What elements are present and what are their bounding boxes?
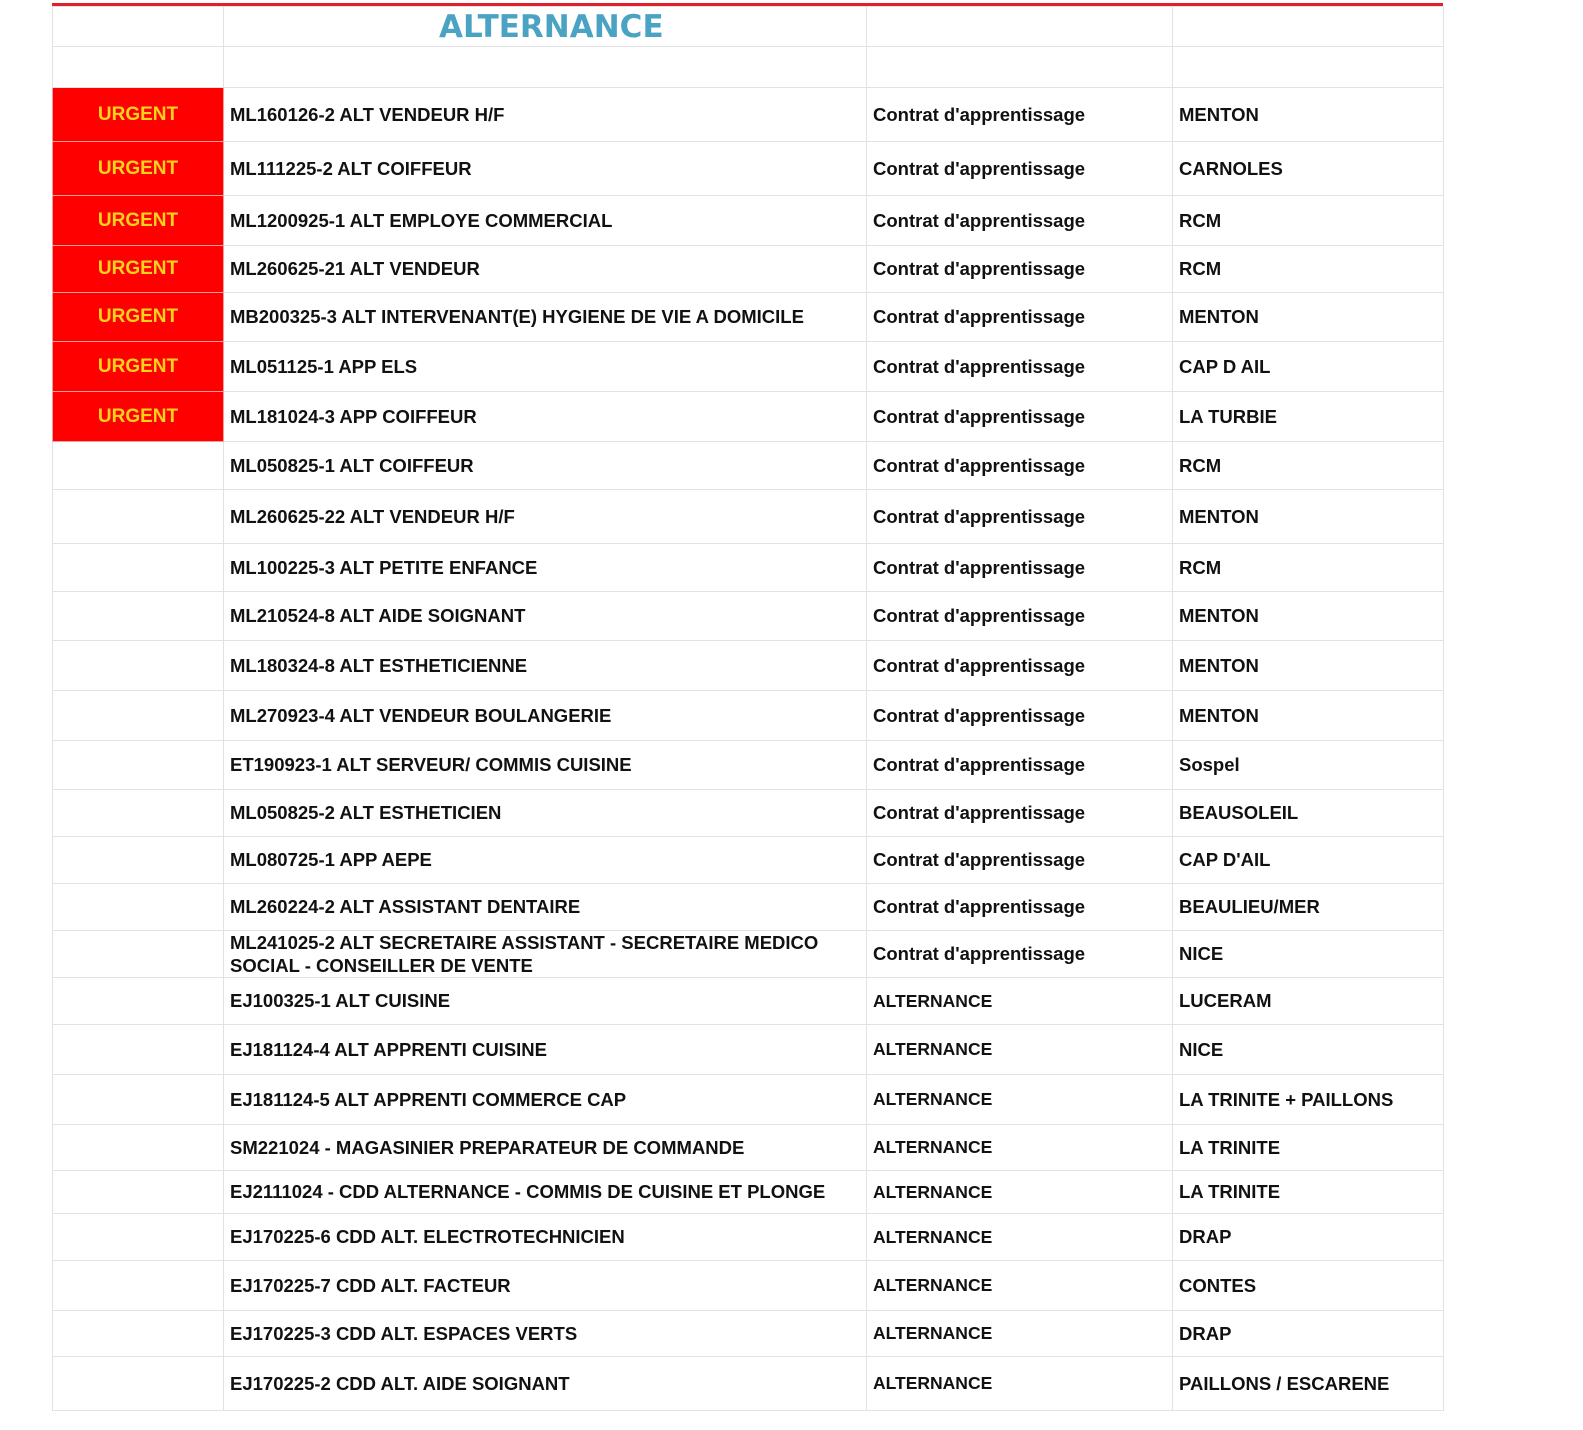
urgent-badge xyxy=(53,1125,224,1171)
location: RCM xyxy=(1173,246,1444,293)
offer-title: ML050825-1 ALT COIFFEUR xyxy=(224,442,867,490)
offer-title: EJ100325-1 ALT CUISINE xyxy=(224,978,867,1025)
offer-title: ML111225-2 ALT COIFFEUR xyxy=(224,142,867,196)
offer-title: ML241025-2 ALT SECRETAIRE ASSISTANT - SECRETAIRE MEDICO SOCIAL - CONSEILLER DE VENTE xyxy=(224,931,867,978)
offer-title: EJ2111024 - CDD ALTERNANCE - COMMIS DE CUISINE ET PLONGE xyxy=(224,1171,867,1214)
urgent-badge: URGENT xyxy=(53,88,224,142)
contract-type: Contrat d'apprentissage xyxy=(867,392,1173,442)
location: MENTON xyxy=(1173,691,1444,741)
table-row xyxy=(53,342,1444,392)
table-row xyxy=(53,1261,1444,1311)
contract-type: ALTERNANCE xyxy=(867,1261,1173,1311)
offer-title: ML260224-2 ALT ASSISTANT DENTAIRE xyxy=(224,884,867,931)
contract-type: Contrat d'apprentissage xyxy=(867,196,1173,246)
contract-type: ALTERNANCE xyxy=(867,1214,1173,1261)
urgent-badge xyxy=(53,1357,224,1411)
contract-type: ALTERNANCE xyxy=(867,1025,1173,1075)
location: BEAULIEU/MER xyxy=(1173,884,1444,931)
offer-title: ML180324-8 ALT ESTHETICIENNE xyxy=(224,641,867,691)
offer-title: ML210524-8 ALT AIDE SOIGNANT xyxy=(224,592,867,641)
offer-title: EJ170225-3 CDD ALT. ESPACES VERTS xyxy=(224,1311,867,1357)
urgent-badge: URGENT xyxy=(53,196,224,246)
urgent-badge xyxy=(53,1261,224,1311)
table-row xyxy=(53,544,1444,592)
urgent-badge xyxy=(53,978,224,1025)
table-row xyxy=(53,293,1444,342)
table-row xyxy=(53,1171,1444,1214)
urgent-badge xyxy=(53,837,224,884)
location: MENTON xyxy=(1173,293,1444,342)
offer-title: ML1200925-1 ALT EMPLOYE COMMERCIAL xyxy=(224,196,867,246)
offer-title: ET190923-1 ALT SERVEUR/ COMMIS CUISINE xyxy=(224,741,867,790)
offer-title: EJ181124-5 ALT APPRENTI COMMERCE CAP xyxy=(224,1075,867,1125)
table-row xyxy=(53,142,1444,196)
offer-title: EJ181124-4 ALT APPRENTI CUISINE xyxy=(224,1025,867,1075)
urgent-badge: URGENT xyxy=(53,342,224,392)
urgent-badge xyxy=(53,544,224,592)
job-offers-table xyxy=(52,6,1444,1411)
offer-title: SM221024 - MAGASINIER PREPARATEUR DE COMMANDE xyxy=(224,1125,867,1171)
sheet-title: ALTERNANCE xyxy=(224,7,867,47)
table-row xyxy=(53,1214,1444,1261)
contract-type: Contrat d'apprentissage xyxy=(867,884,1173,931)
contract-type: ALTERNANCE xyxy=(867,1311,1173,1357)
contract-type: ALTERNANCE xyxy=(867,1357,1173,1411)
urgent-badge: URGENT xyxy=(53,246,224,293)
offer-title: ML051125-1 APP ELS xyxy=(224,342,867,392)
contract-type: Contrat d'apprentissage xyxy=(867,342,1173,392)
location: CAP D'AIL xyxy=(1173,837,1444,884)
table-row xyxy=(53,790,1444,837)
table-row xyxy=(53,442,1444,490)
location: RCM xyxy=(1173,196,1444,246)
location: PAILLONS / ESCARENE xyxy=(1173,1357,1444,1411)
offer-title: ML181024-3 APP COIFFEUR xyxy=(224,392,867,442)
contract-type: Contrat d'apprentissage xyxy=(867,490,1173,544)
urgent-badge xyxy=(53,1075,224,1125)
contract-type: Contrat d'apprentissage xyxy=(867,691,1173,741)
location: LA TRINITE + PAILLONS xyxy=(1173,1075,1444,1125)
urgent-badge xyxy=(53,490,224,544)
contract-type: ALTERNANCE xyxy=(867,978,1173,1025)
contract-type: ALTERNANCE xyxy=(867,1171,1173,1214)
table-row xyxy=(53,641,1444,691)
contract-type: ALTERNANCE xyxy=(867,1075,1173,1125)
urgent-badge: URGENT xyxy=(53,142,224,196)
offer-title: ML080725-1 APP AEPE xyxy=(224,837,867,884)
location: DRAP xyxy=(1173,1311,1444,1357)
table-row xyxy=(53,196,1444,246)
table-row xyxy=(53,88,1444,142)
offer-title: ML160126-2 ALT VENDEUR H/F xyxy=(224,88,867,142)
contract-type: Contrat d'apprentissage xyxy=(867,544,1173,592)
table-row xyxy=(53,1357,1444,1411)
table-row xyxy=(53,1125,1444,1171)
table-row xyxy=(53,1025,1444,1075)
contract-type: Contrat d'apprentissage xyxy=(867,88,1173,142)
urgent-badge xyxy=(53,442,224,490)
location: LUCERAM xyxy=(1173,978,1444,1025)
location: RCM xyxy=(1173,544,1444,592)
table-row xyxy=(53,392,1444,442)
location: NICE xyxy=(1173,1025,1444,1075)
table-row xyxy=(53,837,1444,884)
table-row xyxy=(53,1311,1444,1357)
offer-title: EJ170225-6 CDD ALT. ELECTROTECHNICIEN xyxy=(224,1214,867,1261)
offer-title: ML050825-2 ALT ESTHETICIEN xyxy=(224,790,867,837)
location: Sospel xyxy=(1173,741,1444,790)
table-row xyxy=(53,246,1444,293)
contract-type: Contrat d'apprentissage xyxy=(867,641,1173,691)
contract-type: Contrat d'apprentissage xyxy=(867,592,1173,641)
location: CONTES xyxy=(1173,1261,1444,1311)
location: MENTON xyxy=(1173,592,1444,641)
urgent-badge: URGENT xyxy=(53,392,224,442)
contract-type: ALTERNANCE xyxy=(867,1125,1173,1171)
urgent-badge xyxy=(53,931,224,978)
location: CAP D AIL xyxy=(1173,342,1444,392)
offer-title: EJ170225-7 CDD ALT. FACTEUR xyxy=(224,1261,867,1311)
contract-type: Contrat d'apprentissage xyxy=(867,442,1173,490)
table-row xyxy=(53,490,1444,544)
urgent-badge: URGENT xyxy=(53,293,224,342)
contract-type: Contrat d'apprentissage xyxy=(867,931,1173,978)
location: MENTON xyxy=(1173,88,1444,142)
location: LA TURBIE xyxy=(1173,392,1444,442)
table-row xyxy=(53,978,1444,1025)
table-row xyxy=(53,691,1444,741)
urgent-badge xyxy=(53,592,224,641)
contract-type: Contrat d'apprentissage xyxy=(867,741,1173,790)
urgent-badge xyxy=(53,1214,224,1261)
urgent-badge xyxy=(53,790,224,837)
urgent-badge xyxy=(53,1171,224,1214)
offer-title: ML260625-22 ALT VENDEUR H/F xyxy=(224,490,867,544)
contract-type: Contrat d'apprentissage xyxy=(867,142,1173,196)
contract-type: Contrat d'apprentissage xyxy=(867,246,1173,293)
urgent-badge xyxy=(53,1311,224,1357)
offer-title: ML260625-21 ALT VENDEUR xyxy=(224,246,867,293)
location: LA TRINITE xyxy=(1173,1125,1444,1171)
location: BEAUSOLEIL xyxy=(1173,790,1444,837)
table-row xyxy=(53,592,1444,641)
offer-title: ML270923-4 ALT VENDEUR BOULANGERIE xyxy=(224,691,867,741)
urgent-badge xyxy=(53,691,224,741)
table-row xyxy=(53,884,1444,931)
table-row xyxy=(53,741,1444,790)
title-row xyxy=(53,7,1444,47)
location: MENTON xyxy=(1173,641,1444,691)
location: CARNOLES xyxy=(1173,142,1444,196)
table-row xyxy=(53,931,1444,978)
contract-type: Contrat d'apprentissage xyxy=(867,790,1173,837)
urgent-badge xyxy=(53,641,224,691)
offer-title: EJ170225-2 CDD ALT. AIDE SOIGNANT xyxy=(224,1357,867,1411)
location: RCM xyxy=(1173,442,1444,490)
table-row xyxy=(53,1075,1444,1125)
urgent-badge xyxy=(53,884,224,931)
location: DRAP xyxy=(1173,1214,1444,1261)
offer-title: ML100225-3 ALT PETITE ENFANCE xyxy=(224,544,867,592)
offer-title: MB200325-3 ALT INTERVENANT(E) HYGIENE DE VIE A DOMICILE xyxy=(224,293,867,342)
urgent-badge xyxy=(53,741,224,790)
location: MENTON xyxy=(1173,490,1444,544)
urgent-badge xyxy=(53,1025,224,1075)
contract-type: Contrat d'apprentissage xyxy=(867,837,1173,884)
contract-type: Contrat d'apprentissage xyxy=(867,293,1173,342)
location: LA TRINITE xyxy=(1173,1171,1444,1214)
empty-row xyxy=(53,47,1444,88)
location: NICE xyxy=(1173,931,1444,978)
